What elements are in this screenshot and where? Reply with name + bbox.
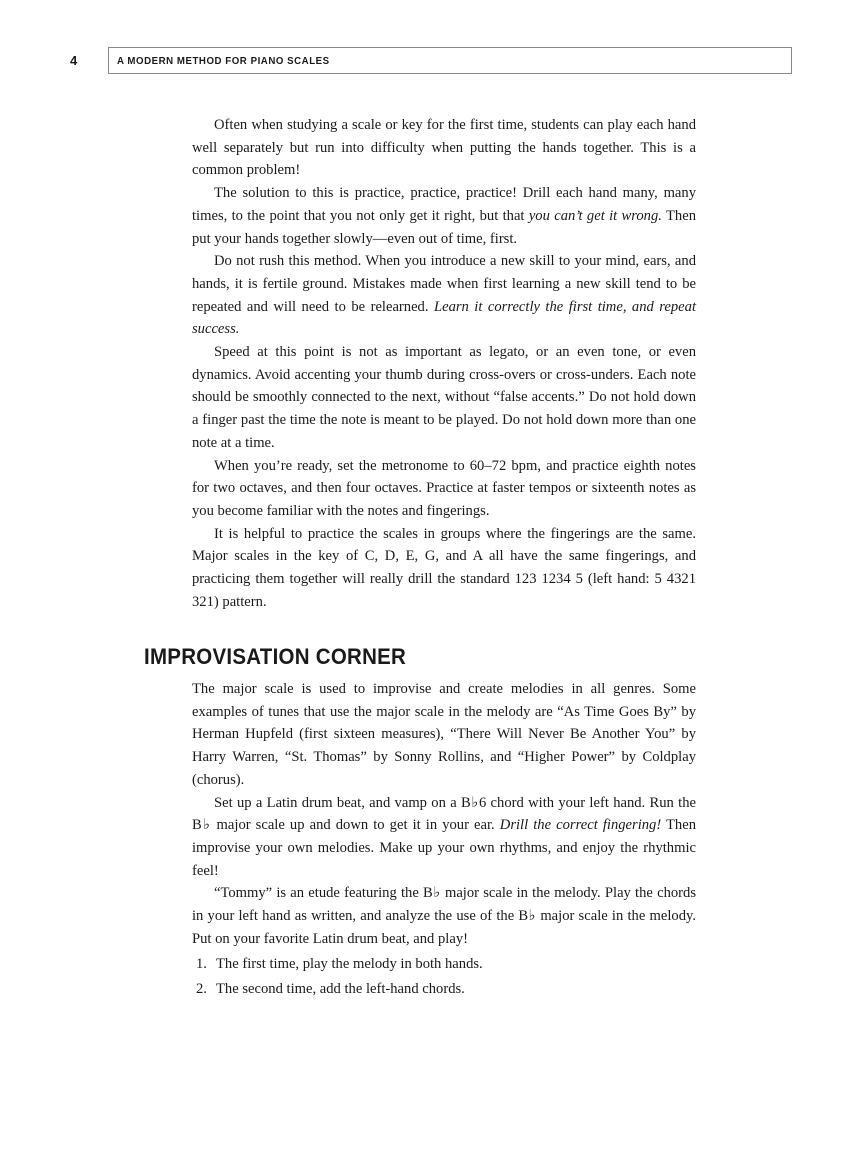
emphasis-text: you can’t get it wrong.: [528, 207, 662, 224]
emphasis-text: Learn it correctly the first time, and repeat success.: [192, 298, 696, 338]
paragraph-tommy-etude: “Tommy” is an etude featuring the B♭ major scale in the melody. Play the chords in your left hand as written, and analyze the use of the B♭ major scale in the melody. Put on your favorite Latin drum beat, and play!: [192, 885, 696, 947]
emphasis-text: Drill the correct fingering!: [499, 817, 662, 834]
page-number: 4: [70, 53, 78, 68]
running-header: [108, 47, 792, 74]
list-item-text: The first time, play the melody in both hands.: [216, 956, 483, 972]
improvisation-section: [192, 678, 696, 950]
practice-section: [192, 114, 696, 613]
paragraph-hands-together: Often when studying a scale or key for the first time, students can play each hand well separately but run into difficulty when putting the hands together. This is a common problem!: [192, 117, 696, 179]
paragraph-major-scale-tunes: The major scale is used to improvise and create melodies in all genres. Some examples of tunes that use the major scale in the melody are “As Time Goes By” by Herman Hupfeld (first sixteen measures), “There Will Never Be Another You” by Harry Warren, “St. Thomas” by Sonny Rollins, and “Higher Power” by Coldplay (chorus).: [192, 681, 696, 788]
paragraph-scale-groups: It is helpful to practice the scales in groups where the fingerings are the same. Major scales in the key of C, D, E, G, and A all have the same fingerings, and practicing them together will really drill the standard 123 1234 5 (left hand: 5 4321 321) pattern.: [192, 525, 696, 610]
list-item: [192, 978, 696, 1000]
paragraph-do-not-rush: Do not rush this method. When you introduce a new skill to your mind, ears, and hands, it is fertile ground. Mistakes made when first learning a new skill tend to be repeated and will need to be relearned. Learn it correctly the first time, and repeat success.: [192, 253, 696, 338]
paragraph-practice: The solution to this is practice, practice, practice! Drill each hand many, many times, to the point that you not only get it right, but that you can’t get it wrong. Then put your hands together slowly—even out of time, first.: [192, 185, 696, 247]
list-item-number: 2.: [196, 981, 207, 997]
paragraph-speed: Speed at this point is not as important as legato, or an even tone, or even dynamics. Avoid accenting your thumb during cross-overs or cross-unders. Each note should be smoothly connected to the next, without “false accents.” Do not hold down a finger past the time the note is meant to be played. Do not hold down more than one note at a time.: [192, 344, 696, 451]
paragraph-metronome: When you’re ready, set the metronome to 60–72 bpm, and practice eighth notes for two octaves, and then four octaves. Practice at faster tempos or sixteenth notes as you become familiar with the notes and fingerings.: [192, 457, 696, 519]
list-item-number: 1.: [196, 956, 207, 972]
steps-list: [192, 953, 696, 1003]
running-header-title: A MODERN METHOD FOR PIANO SCALES: [117, 55, 330, 67]
list-item: [192, 953, 696, 975]
paragraph-latin-drum-beat: Set up a Latin drum beat, and vamp on a B♭6 chord with your left hand. Run the B♭ major scale up and down to get it in your ear. Drill the correct fingering! Then improvise your own melodies. Make up your own rhythms, and enjoy the rhythmic feel!: [192, 794, 697, 879]
list-item-text: The second time, add the left-hand chords.: [216, 981, 465, 997]
section-heading-improvisation: IMPROVISATION CORNER: [144, 644, 407, 669]
